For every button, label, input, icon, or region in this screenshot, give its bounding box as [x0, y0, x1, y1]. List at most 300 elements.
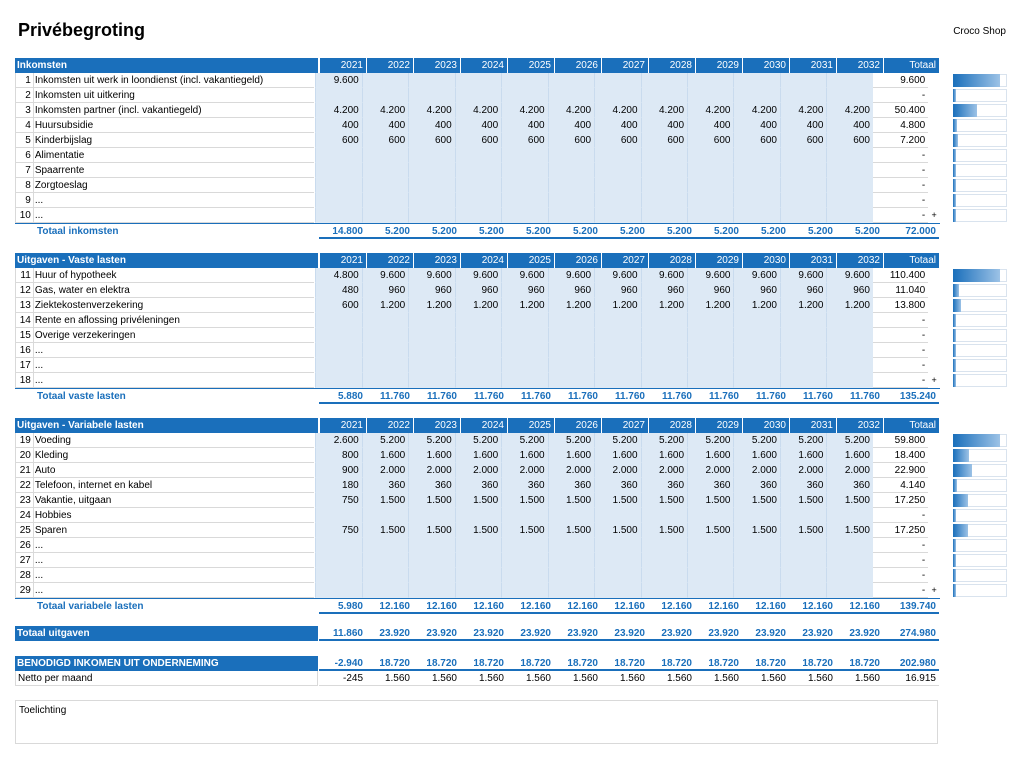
value-cell[interactable] [548, 583, 594, 598]
value-cell[interactable] [548, 508, 594, 523]
value-cell[interactable] [501, 148, 547, 163]
value-cell[interactable] [548, 343, 594, 358]
value-cell[interactable] [408, 373, 454, 388]
value-cell[interactable] [548, 568, 594, 583]
value-cell[interactable] [641, 358, 687, 373]
value-cell[interactable] [641, 508, 687, 523]
value-cell[interactable] [594, 178, 640, 193]
value-cell[interactable]: 1.600 [362, 448, 408, 463]
value-cell[interactable] [455, 538, 501, 553]
value-cell[interactable] [594, 358, 640, 373]
value-cell[interactable]: 960 [733, 283, 779, 298]
value-cell[interactable]: 960 [501, 283, 547, 298]
value-cell[interactable]: 600 [594, 133, 640, 148]
value-cell[interactable] [594, 163, 640, 178]
row-label[interactable]: Hobbies [33, 508, 314, 523]
value-cell[interactable]: 1.500 [641, 493, 687, 508]
add-row-icon[interactable]: + [931, 585, 937, 595]
value-cell[interactable] [826, 508, 872, 523]
value-cell[interactable] [687, 328, 733, 343]
value-cell[interactable] [687, 73, 733, 88]
value-cell[interactable]: 1.200 [594, 298, 640, 313]
value-cell[interactable] [315, 178, 361, 193]
value-cell[interactable] [501, 358, 547, 373]
value-cell[interactable] [548, 148, 594, 163]
value-cell[interactable]: 600 [315, 298, 361, 313]
value-cell[interactable]: 1.600 [594, 448, 640, 463]
value-cell[interactable] [594, 373, 640, 388]
value-cell[interactable]: 960 [687, 283, 733, 298]
value-cell[interactable]: 9.600 [641, 268, 687, 283]
value-cell[interactable]: 400 [315, 118, 361, 133]
value-cell[interactable] [687, 148, 733, 163]
value-cell[interactable] [362, 538, 408, 553]
value-cell[interactable] [455, 568, 501, 583]
row-label[interactable]: Inkomsten partner (incl. vakantiegeld) [33, 103, 314, 118]
value-cell[interactable] [780, 568, 826, 583]
value-cell[interactable]: 5.200 [501, 433, 547, 448]
value-cell[interactable] [362, 373, 408, 388]
value-cell[interactable] [641, 193, 687, 208]
value-cell[interactable]: 5.200 [733, 433, 779, 448]
value-cell[interactable] [548, 328, 594, 343]
value-cell[interactable] [826, 373, 872, 388]
value-cell[interactable] [362, 568, 408, 583]
value-cell[interactable] [687, 358, 733, 373]
value-cell[interactable] [687, 568, 733, 583]
value-cell[interactable] [501, 553, 547, 568]
value-cell[interactable]: 960 [455, 283, 501, 298]
value-cell[interactable] [641, 73, 687, 88]
value-cell[interactable]: 400 [408, 118, 454, 133]
value-cell[interactable] [594, 583, 640, 598]
value-cell[interactable] [826, 538, 872, 553]
value-cell[interactable]: 9.600 [687, 268, 733, 283]
value-cell[interactable] [687, 538, 733, 553]
value-cell[interactable] [315, 583, 361, 598]
value-cell[interactable]: 360 [733, 478, 779, 493]
value-cell[interactable] [780, 193, 826, 208]
value-cell[interactable] [501, 88, 547, 103]
value-cell[interactable]: 960 [362, 283, 408, 298]
row-label[interactable]: Vakantie, uitgaan [33, 493, 314, 508]
value-cell[interactable] [408, 568, 454, 583]
value-cell[interactable]: 900 [315, 463, 361, 478]
value-cell[interactable] [362, 313, 408, 328]
value-cell[interactable]: 400 [733, 118, 779, 133]
value-cell[interactable] [826, 178, 872, 193]
value-cell[interactable] [408, 328, 454, 343]
value-cell[interactable]: 9.600 [594, 268, 640, 283]
value-cell[interactable] [780, 163, 826, 178]
value-cell[interactable] [548, 358, 594, 373]
value-cell[interactable] [362, 508, 408, 523]
value-cell[interactable] [687, 208, 733, 223]
value-cell[interactable] [733, 208, 779, 223]
value-cell[interactable]: 9.600 [362, 268, 408, 283]
value-cell[interactable] [455, 73, 501, 88]
value-cell[interactable] [408, 508, 454, 523]
add-row-icon[interactable]: + [931, 210, 937, 220]
value-cell[interactable] [408, 358, 454, 373]
value-cell[interactable] [548, 88, 594, 103]
value-cell[interactable] [780, 358, 826, 373]
value-cell[interactable]: 600 [780, 133, 826, 148]
value-cell[interactable]: 360 [548, 478, 594, 493]
value-cell[interactable] [501, 508, 547, 523]
value-cell[interactable]: 4.800 [315, 268, 361, 283]
value-cell[interactable] [548, 208, 594, 223]
value-cell[interactable] [594, 88, 640, 103]
value-cell[interactable]: 4.200 [455, 103, 501, 118]
row-label[interactable]: ... [33, 568, 314, 583]
value-cell[interactable]: 9.600 [548, 268, 594, 283]
value-cell[interactable] [826, 313, 872, 328]
value-cell[interactable] [455, 508, 501, 523]
value-cell[interactable] [362, 88, 408, 103]
row-label[interactable]: ... [33, 553, 314, 568]
value-cell[interactable]: 2.000 [548, 463, 594, 478]
value-cell[interactable] [826, 568, 872, 583]
row-label[interactable]: Voeding [33, 433, 314, 448]
value-cell[interactable] [594, 193, 640, 208]
value-cell[interactable] [687, 343, 733, 358]
value-cell[interactable] [641, 538, 687, 553]
value-cell[interactable] [408, 583, 454, 598]
row-label[interactable]: Gas, water en elektra [33, 283, 314, 298]
value-cell[interactable]: 2.000 [594, 463, 640, 478]
value-cell[interactable]: 1.500 [687, 493, 733, 508]
value-cell[interactable] [408, 88, 454, 103]
value-cell[interactable]: 1.500 [826, 493, 872, 508]
value-cell[interactable] [315, 208, 361, 223]
row-label[interactable]: Huursubsidie [33, 118, 314, 133]
value-cell[interactable] [408, 208, 454, 223]
value-cell[interactable]: 960 [408, 283, 454, 298]
value-cell[interactable]: 1.600 [641, 448, 687, 463]
value-cell[interactable] [501, 343, 547, 358]
value-cell[interactable] [826, 358, 872, 373]
value-cell[interactable] [826, 163, 872, 178]
value-cell[interactable] [780, 343, 826, 358]
value-cell[interactable] [641, 583, 687, 598]
value-cell[interactable] [501, 163, 547, 178]
value-cell[interactable]: 1.500 [408, 523, 454, 538]
value-cell[interactable]: 1.600 [548, 448, 594, 463]
value-cell[interactable]: 600 [733, 133, 779, 148]
value-cell[interactable] [594, 568, 640, 583]
value-cell[interactable]: 360 [826, 478, 872, 493]
value-cell[interactable]: 4.200 [594, 103, 640, 118]
value-cell[interactable]: 750 [315, 493, 361, 508]
value-cell[interactable] [687, 583, 733, 598]
value-cell[interactable]: 1.500 [362, 493, 408, 508]
value-cell[interactable]: 5.200 [687, 433, 733, 448]
value-cell[interactable]: 360 [780, 478, 826, 493]
row-label[interactable]: Sparen [33, 523, 314, 538]
value-cell[interactable]: 1.500 [455, 523, 501, 538]
value-cell[interactable] [826, 208, 872, 223]
value-cell[interactable] [548, 373, 594, 388]
value-cell[interactable] [408, 178, 454, 193]
row-label[interactable]: Alimentatie [33, 148, 314, 163]
value-cell[interactable]: 2.000 [733, 463, 779, 478]
value-cell[interactable]: 4.200 [501, 103, 547, 118]
value-cell[interactable] [687, 553, 733, 568]
value-cell[interactable] [641, 148, 687, 163]
value-cell[interactable] [641, 178, 687, 193]
row-label[interactable]: Ziektekostenverzekering [33, 298, 314, 313]
value-cell[interactable] [455, 358, 501, 373]
value-cell[interactable] [501, 373, 547, 388]
value-cell[interactable]: 960 [780, 283, 826, 298]
value-cell[interactable]: 1.600 [687, 448, 733, 463]
value-cell[interactable]: 5.200 [455, 433, 501, 448]
value-cell[interactable] [455, 178, 501, 193]
value-cell[interactable] [315, 88, 361, 103]
value-cell[interactable]: 1.600 [455, 448, 501, 463]
value-cell[interactable]: 4.200 [641, 103, 687, 118]
value-cell[interactable]: 4.200 [733, 103, 779, 118]
value-cell[interactable] [315, 373, 361, 388]
value-cell[interactable] [315, 313, 361, 328]
value-cell[interactable] [501, 538, 547, 553]
value-cell[interactable] [733, 178, 779, 193]
value-cell[interactable] [362, 328, 408, 343]
row-label[interactable]: ... [33, 343, 314, 358]
value-cell[interactable] [594, 148, 640, 163]
value-cell[interactable] [362, 163, 408, 178]
value-cell[interactable] [315, 358, 361, 373]
value-cell[interactable]: 2.000 [641, 463, 687, 478]
value-cell[interactable]: 400 [501, 118, 547, 133]
value-cell[interactable] [501, 568, 547, 583]
value-cell[interactable] [780, 328, 826, 343]
value-cell[interactable] [733, 328, 779, 343]
value-cell[interactable]: 1.500 [594, 523, 640, 538]
value-cell[interactable] [315, 193, 361, 208]
value-cell[interactable] [362, 208, 408, 223]
value-cell[interactable]: 360 [594, 478, 640, 493]
value-cell[interactable]: 1.500 [408, 493, 454, 508]
value-cell[interactable]: 360 [641, 478, 687, 493]
value-cell[interactable] [826, 73, 872, 88]
value-cell[interactable] [455, 163, 501, 178]
value-cell[interactable]: 5.200 [826, 433, 872, 448]
value-cell[interactable] [362, 73, 408, 88]
value-cell[interactable] [548, 313, 594, 328]
value-cell[interactable]: 360 [455, 478, 501, 493]
value-cell[interactable] [780, 178, 826, 193]
value-cell[interactable] [455, 88, 501, 103]
value-cell[interactable] [780, 583, 826, 598]
value-cell[interactable]: 1.600 [733, 448, 779, 463]
value-cell[interactable]: 4.200 [362, 103, 408, 118]
row-label[interactable]: Spaarrente [33, 163, 314, 178]
value-cell[interactable]: 360 [687, 478, 733, 493]
value-cell[interactable] [408, 73, 454, 88]
value-cell[interactable] [594, 73, 640, 88]
value-cell[interactable]: 1.500 [780, 523, 826, 538]
value-cell[interactable] [826, 148, 872, 163]
value-cell[interactable]: 1.500 [733, 493, 779, 508]
value-cell[interactable]: 400 [594, 118, 640, 133]
value-cell[interactable]: 1.500 [548, 493, 594, 508]
value-cell[interactable]: 960 [641, 283, 687, 298]
value-cell[interactable] [733, 88, 779, 103]
value-cell[interactable]: 2.000 [408, 463, 454, 478]
value-cell[interactable] [687, 178, 733, 193]
value-cell[interactable] [362, 358, 408, 373]
value-cell[interactable]: 360 [501, 478, 547, 493]
value-cell[interactable]: 5.200 [641, 433, 687, 448]
add-row-icon[interactable]: + [931, 375, 937, 385]
value-cell[interactable] [687, 163, 733, 178]
value-cell[interactable] [733, 568, 779, 583]
value-cell[interactable]: 2.000 [687, 463, 733, 478]
value-cell[interactable] [733, 163, 779, 178]
row-label[interactable]: Kinderbijslag [33, 133, 314, 148]
value-cell[interactable]: 400 [826, 118, 872, 133]
notes-box[interactable] [15, 700, 938, 744]
value-cell[interactable]: 9.600 [780, 268, 826, 283]
value-cell[interactable] [780, 538, 826, 553]
value-cell[interactable] [733, 553, 779, 568]
value-cell[interactable] [733, 313, 779, 328]
row-label[interactable]: Inkomsten uit uitkering [33, 88, 314, 103]
value-cell[interactable]: 960 [826, 283, 872, 298]
value-cell[interactable]: 1.500 [780, 493, 826, 508]
row-label[interactable]: Rente en aflossing privéleningen [33, 313, 314, 328]
value-cell[interactable] [641, 163, 687, 178]
value-cell[interactable]: 4.200 [548, 103, 594, 118]
row-label[interactable]: ... [33, 583, 314, 598]
value-cell[interactable]: 600 [362, 133, 408, 148]
value-cell[interactable] [501, 193, 547, 208]
value-cell[interactable]: 4.200 [315, 103, 361, 118]
value-cell[interactable] [687, 193, 733, 208]
row-label[interactable]: Telefoon, internet en kabel [33, 478, 314, 493]
value-cell[interactable] [733, 538, 779, 553]
row-label[interactable]: ... [33, 193, 314, 208]
row-label[interactable]: ... [33, 208, 314, 223]
value-cell[interactable]: 400 [780, 118, 826, 133]
value-cell[interactable] [780, 88, 826, 103]
value-cell[interactable]: 600 [315, 133, 361, 148]
value-cell[interactable] [455, 328, 501, 343]
value-cell[interactable]: 600 [408, 133, 454, 148]
value-cell[interactable]: 750 [315, 523, 361, 538]
value-cell[interactable] [548, 553, 594, 568]
value-cell[interactable] [362, 553, 408, 568]
value-cell[interactable]: 1.200 [826, 298, 872, 313]
value-cell[interactable] [315, 568, 361, 583]
value-cell[interactable] [780, 208, 826, 223]
value-cell[interactable] [455, 373, 501, 388]
value-cell[interactable] [641, 553, 687, 568]
value-cell[interactable]: 400 [362, 118, 408, 133]
row-label[interactable]: Inkomsten uit werk in loondienst (incl. vakantiegeld) [33, 73, 314, 88]
value-cell[interactable] [733, 358, 779, 373]
value-cell[interactable]: 2.000 [780, 463, 826, 478]
value-cell[interactable] [826, 583, 872, 598]
value-cell[interactable]: 1.500 [501, 523, 547, 538]
value-cell[interactable] [362, 343, 408, 358]
value-cell[interactable] [315, 553, 361, 568]
value-cell[interactable] [733, 508, 779, 523]
value-cell[interactable] [641, 88, 687, 103]
value-cell[interactable]: 1.500 [362, 523, 408, 538]
value-cell[interactable] [501, 178, 547, 193]
value-cell[interactable]: 1.200 [641, 298, 687, 313]
value-cell[interactable]: 5.200 [548, 433, 594, 448]
value-cell[interactable] [641, 313, 687, 328]
value-cell[interactable]: 360 [362, 478, 408, 493]
value-cell[interactable] [408, 193, 454, 208]
value-cell[interactable]: 1.200 [455, 298, 501, 313]
value-cell[interactable]: 600 [455, 133, 501, 148]
value-cell[interactable] [408, 553, 454, 568]
value-cell[interactable]: 1.600 [408, 448, 454, 463]
value-cell[interactable]: 2.000 [455, 463, 501, 478]
value-cell[interactable] [826, 553, 872, 568]
value-cell[interactable]: 1.500 [826, 523, 872, 538]
value-cell[interactable]: 960 [548, 283, 594, 298]
value-cell[interactable] [641, 343, 687, 358]
value-cell[interactable] [641, 208, 687, 223]
value-cell[interactable] [501, 328, 547, 343]
value-cell[interactable]: 400 [687, 118, 733, 133]
value-cell[interactable] [687, 313, 733, 328]
value-cell[interactable]: 2.600 [315, 433, 361, 448]
value-cell[interactable] [408, 313, 454, 328]
value-cell[interactable]: 9.600 [501, 268, 547, 283]
value-cell[interactable]: 600 [826, 133, 872, 148]
value-cell[interactable]: 1.200 [501, 298, 547, 313]
value-cell[interactable] [826, 88, 872, 103]
value-cell[interactable]: 2.000 [362, 463, 408, 478]
row-label[interactable]: Kleding [33, 448, 314, 463]
value-cell[interactable]: 4.200 [826, 103, 872, 118]
value-cell[interactable]: 1.600 [780, 448, 826, 463]
value-cell[interactable] [548, 73, 594, 88]
value-cell[interactable]: 1.600 [826, 448, 872, 463]
value-cell[interactable] [641, 568, 687, 583]
row-label[interactable]: Overige verzekeringen [33, 328, 314, 343]
value-cell[interactable]: 1.200 [362, 298, 408, 313]
value-cell[interactable]: 4.200 [780, 103, 826, 118]
value-cell[interactable] [455, 193, 501, 208]
value-cell[interactable]: 600 [501, 133, 547, 148]
value-cell[interactable] [733, 583, 779, 598]
value-cell[interactable] [315, 148, 361, 163]
value-cell[interactable]: 400 [548, 118, 594, 133]
value-cell[interactable] [362, 148, 408, 163]
value-cell[interactable] [455, 583, 501, 598]
value-cell[interactable]: 1.500 [641, 523, 687, 538]
value-cell[interactable]: 5.200 [362, 433, 408, 448]
value-cell[interactable] [594, 208, 640, 223]
value-cell[interactable] [548, 193, 594, 208]
value-cell[interactable] [780, 148, 826, 163]
value-cell[interactable] [594, 508, 640, 523]
row-label[interactable]: Auto [33, 463, 314, 478]
value-cell[interactable]: 1.500 [455, 493, 501, 508]
value-cell[interactable]: 4.200 [408, 103, 454, 118]
value-cell[interactable] [780, 73, 826, 88]
value-cell[interactable]: 1.500 [501, 493, 547, 508]
value-cell[interactable] [455, 313, 501, 328]
